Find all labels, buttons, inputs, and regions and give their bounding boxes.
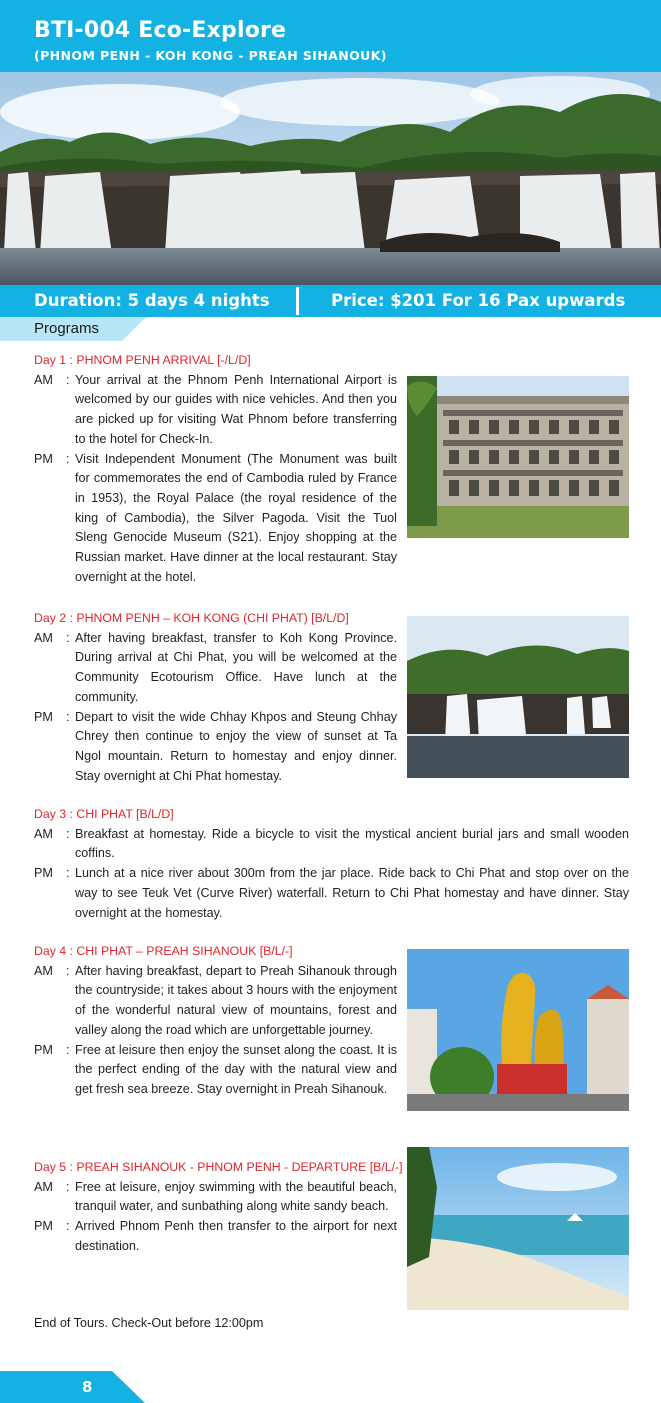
tour-title: BTI-004 Eco-Explore: [34, 18, 287, 43]
programs-section-tab: [0, 317, 146, 341]
pm-text: Visit Independent Monument (The Monument was built for commemorates the end of Cambodia ruled by France in 1953), the Royal Palace (the royal residence of the king of Cambodia), the Silver Pagoda. Visit the Tuol Sleng Genocide Museum (S21). Enjoy shopping at the Russian market. Have dinner at the local restaurant. Stay overnight at the hotel.: [75, 451, 397, 584]
end-of-tour-note: End of Tours. Check-Out before 12:00pm: [34, 1316, 264, 1330]
am-label: AM: [34, 826, 53, 841]
pm-row: PM : Lunch at a nice river about 300m from the jar place. Ride back to Chi Phat and stop over on the way to see Teuk Vet (Curve River) waterfall. Return to Chi Phat homestay and have dinner. Stay overnight at the homestay.: [34, 864, 629, 923]
duration-price-bar: [0, 285, 661, 317]
pm-text: Arrived Phnom Penh then transfer to the airport for next destination.: [75, 1219, 397, 1253]
day-2-block: [34, 609, 397, 786]
am-row: AM : Your arrival at the Phnom Penh International Airport is welcomed by our guides with nice vehicles. And then you are picked up for visiting Wat Phnom before transferring to the hotel for Check-In.: [34, 371, 397, 450]
am-label: AM: [34, 963, 53, 978]
day-title: Day 2 : PHNOM PENH – KOH KONG (CHI PHAT) [B/L/D]: [34, 611, 349, 625]
waterfall-photo: [407, 616, 629, 778]
day-title: Day 1 : PHNOM PENH ARRIVAL [-/L/D]: [34, 353, 251, 367]
pm-label: PM: [34, 451, 53, 466]
hero-waterfall-image: [0, 72, 661, 285]
pm-text: Lunch at a nice river about 300m from the jar place. Ride back to Chi Phat and stop over on the way to see Teuk Vet (Curve River) waterfall. Return to Chi Phat homestay and have dinner. Stay overnight at the homestay.: [75, 866, 629, 920]
day-1-block: [34, 351, 397, 587]
am-text: Breakfast at homestay. Ride a bicycle to visit the mystical ancient burial jars and small wooden coffins.: [75, 826, 629, 861]
day-title: Day 3 : CHI PHAT [B/L/D]: [34, 807, 174, 821]
pm-row: PM : Free at leisure then enjoy the sunset along the coast. It is the perfect ending of the day with the natural view and get fresh sea breeze. Stay overnight in Preah Sihanouk.: [34, 1041, 397, 1100]
day-3-block: [34, 805, 629, 923]
am-row: AM : Free at leisure, enjoy swimming with the beautiful beach, tranquil water, and sunbathing along white sandy beach.: [34, 1178, 403, 1217]
divider: [296, 287, 299, 315]
am-text: After having breakfast, depart to Preah Sihanouk through the countryside; it takes about 3 hours with the enjoyment of the wonderful natural view of mountains, forest and valley along the road which are unforgettable journey.: [75, 963, 397, 1037]
pm-row: PM : Depart to visit the wide Chhay Khpos and Steung Chhay Chrey then continue to enjoy the view of sunset at Ta Ngol mountain. Return to homestay and enjoy dinner. Stay overnight at Chi Phat homestay.: [34, 708, 397, 787]
programs-label: Programs: [34, 320, 100, 337]
am-text: After having breakfast, transfer to Koh Kong Province. During arrival at Chi Phat, you will be welcomed at the Community Ecotourism Office. Have lunch at the community.: [75, 630, 397, 704]
page-number: 8: [82, 1378, 93, 1396]
day-title: Day 4 : CHI PHAT – PREAH SIHANOUK [B/L/-]: [34, 944, 293, 958]
page-number-tab: [0, 1371, 145, 1403]
am-row: AM : After having breakfast, transfer to Koh Kong Province. During arrival at Chi Phat, you will be welcomed at the Community Ecotourism Office. Have lunch at the community.: [34, 629, 397, 708]
am-label: AM: [34, 630, 53, 645]
tour-route-subtitle: (PHNOM PENH - KOH KONG - PREAH SIHANOUK): [34, 48, 387, 63]
am-text: Free at leisure, enjoy swimming with the beautiful beach, tranquil water, and sunbathing along white sandy beach.: [75, 1179, 397, 1214]
pm-label: PM: [34, 1219, 53, 1234]
day-4-block: [34, 942, 397, 1100]
day-5-block: [34, 1158, 403, 1257]
duration-text: Duration: 5 days 4 nights: [34, 291, 270, 310]
am-label: AM: [34, 372, 53, 387]
pm-label: PM: [34, 709, 53, 724]
pm-text: Free at leisure then enjoy the sunset along the coast. It is the perfect ending of the day with the natural view and get fresh sea breeze. Stay overnight in Preah Sihanouk.: [75, 1042, 397, 1096]
am-row: AM : After having breakfast, depart to Preah Sihanouk through the countryside; it takes about 3 hours with the enjoyment of the wonderful natural view of mountains, forest and valley along the road which are unforgettable journey.: [34, 962, 397, 1041]
museum-building-photo: [407, 376, 629, 538]
price-text: Price: $201 For 16 Pax upwards: [331, 291, 626, 310]
pm-text: Depart to visit the wide Chhay Khpos and Steung Chhay Chrey then continue to enjoy the view of sunset at Ta Ngol mountain. Return to homestay and enjoy dinner. Stay overnight at Chi Phat homestay.: [75, 709, 397, 783]
pm-row: PM : Visit Independent Monument (The Monument was built for commemorates the end of Cambodia ruled by France in 1953), the Royal Palace (the royal residence of the king of Cambodia), the Silver Pagoda. Visit the Tuol Sleng Genocide Museum (S21). Enjoy shopping at the Russian market. Have dinner at the local restaurant. Stay overnight at the hotel.: [34, 450, 397, 588]
header-banner: [0, 0, 661, 72]
beach-photo: [407, 1147, 629, 1310]
pm-label: PM: [34, 1042, 53, 1057]
day-title: Day 5 : PREAH SIHANOUK - PHNOM PENH - DEPARTURE [B/L/-]: [34, 1160, 403, 1174]
pm-label: PM: [34, 866, 53, 881]
golden-lions-statue-photo: [407, 949, 629, 1111]
pm-row: PM : Arrived Phnom Penh then transfer to the airport for next destination.: [34, 1217, 403, 1256]
am-label: AM: [34, 1179, 53, 1194]
am-row: AM : Breakfast at homestay. Ride a bicycle to visit the mystical ancient burial jars and small wooden coffins.: [34, 825, 629, 864]
am-text: Your arrival at the Phnom Penh International Airport is welcomed by our guides with nice vehicles. And then you are picked up for visiting Wat Phnom before transferring to the hotel for Check-In.: [75, 372, 397, 446]
